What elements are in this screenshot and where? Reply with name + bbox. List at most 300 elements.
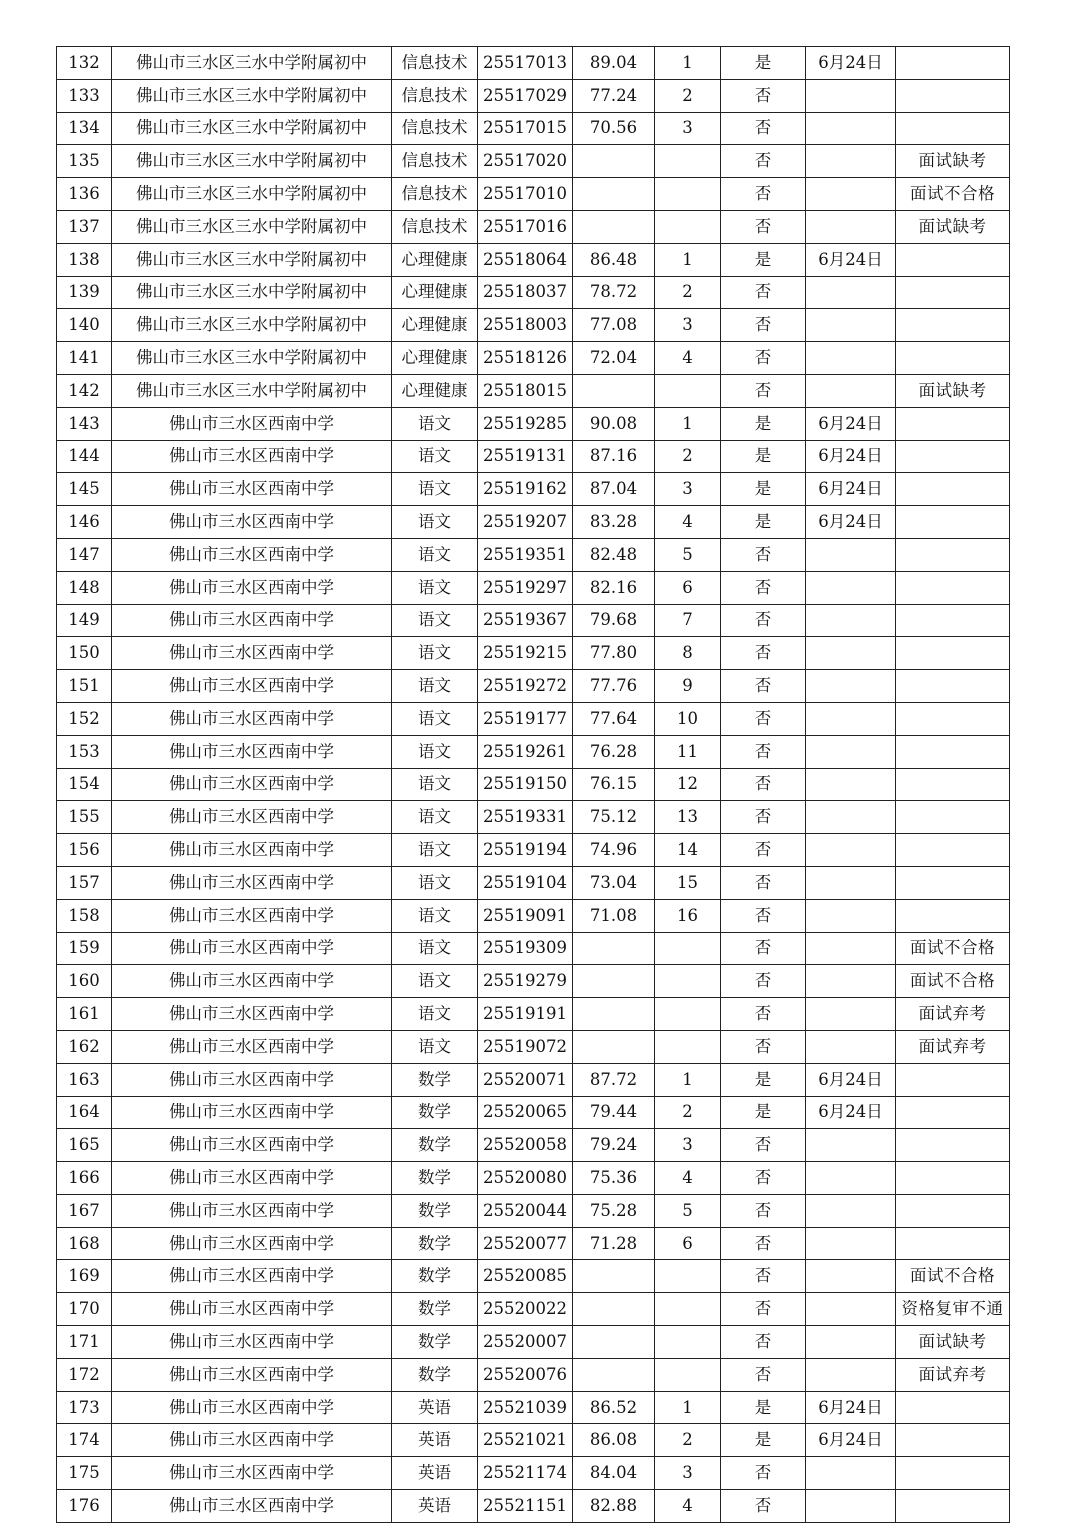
row-number-cell: 148: [57, 571, 112, 604]
subject-cell: 信息技术: [392, 79, 478, 112]
selected-cell: 是: [721, 473, 806, 506]
rank-cell: 6: [655, 571, 721, 604]
exam-number-cell: 25520044: [478, 1194, 573, 1227]
row-number-cell: 145: [57, 473, 112, 506]
score-cell: 77.64: [573, 702, 655, 735]
table-row: [57, 1391, 1010, 1424]
date-cell: [806, 210, 896, 243]
row-number-cell: 170: [57, 1293, 112, 1326]
date-cell: [806, 374, 896, 407]
selected-cell: 否: [721, 834, 806, 867]
date-cell: [806, 342, 896, 375]
table-row: [57, 932, 1010, 965]
score-cell: 77.80: [573, 637, 655, 670]
rank-cell: 2: [655, 1096, 721, 1129]
table-row: [57, 834, 1010, 867]
exam-number-cell: 25518015: [478, 374, 573, 407]
score-cell: [573, 965, 655, 998]
rank-cell: 15: [655, 866, 721, 899]
rank-cell: 10: [655, 702, 721, 735]
subject-cell: 数学: [392, 1326, 478, 1359]
score-cell: [573, 1293, 655, 1326]
date-cell: [806, 1227, 896, 1260]
score-cell: 71.08: [573, 899, 655, 932]
row-number-cell: 153: [57, 735, 112, 768]
row-number-cell: 172: [57, 1358, 112, 1391]
exam-number-cell: 25521021: [478, 1424, 573, 1457]
score-cell: [573, 374, 655, 407]
school-cell: 佛山市三水区西南中学: [112, 670, 392, 703]
rank-cell: 7: [655, 604, 721, 637]
row-number-cell: 162: [57, 1030, 112, 1063]
school-cell: 佛山市三水区西南中学: [112, 735, 392, 768]
rank-cell: [655, 374, 721, 407]
note-cell: [896, 276, 1010, 309]
exam-number-cell: 25519162: [478, 473, 573, 506]
subject-cell: 数学: [392, 1194, 478, 1227]
score-cell: 86.52: [573, 1391, 655, 1424]
subject-cell: 数学: [392, 1358, 478, 1391]
note-cell: [896, 1063, 1010, 1096]
score-cell: 72.04: [573, 342, 655, 375]
date-cell: [806, 1490, 896, 1523]
date-cell: [806, 79, 896, 112]
selected-cell: 否: [721, 1129, 806, 1162]
table-row: [57, 473, 1010, 506]
school-cell: 佛山市三水区西南中学: [112, 571, 392, 604]
subject-cell: 语文: [392, 735, 478, 768]
date-cell: [806, 637, 896, 670]
date-cell: [806, 538, 896, 571]
rank-cell: [655, 932, 721, 965]
exam-number-cell: 25521039: [478, 1391, 573, 1424]
date-cell: [806, 932, 896, 965]
exam-number-cell: 25517020: [478, 145, 573, 178]
score-cell: 86.48: [573, 243, 655, 276]
school-cell: 佛山市三水区西南中学: [112, 604, 392, 637]
table-row: [57, 407, 1010, 440]
exam-number-cell: 25519131: [478, 440, 573, 473]
note-cell: [896, 112, 1010, 145]
table-row: [57, 571, 1010, 604]
table-row: [57, 1457, 1010, 1490]
note-cell: [896, 604, 1010, 637]
date-cell: [806, 1358, 896, 1391]
score-cell: 74.96: [573, 834, 655, 867]
table-row: [57, 178, 1010, 211]
score-cell: 79.24: [573, 1129, 655, 1162]
subject-cell: 信息技术: [392, 47, 478, 80]
rank-cell: 2: [655, 1424, 721, 1457]
subject-cell: 语文: [392, 1030, 478, 1063]
date-cell: [806, 801, 896, 834]
note-cell: [896, 47, 1010, 80]
table-row: [57, 735, 1010, 768]
date-cell: 6月24日: [806, 506, 896, 539]
table-row: [57, 506, 1010, 539]
subject-cell: 数学: [392, 1063, 478, 1096]
exam-number-cell: 25519367: [478, 604, 573, 637]
row-number-cell: 168: [57, 1227, 112, 1260]
score-cell: 77.76: [573, 670, 655, 703]
note-cell: 资格复审不通: [896, 1293, 1010, 1326]
selected-cell: 否: [721, 571, 806, 604]
subject-cell: 语文: [392, 768, 478, 801]
school-cell: 佛山市三水区西南中学: [112, 1063, 392, 1096]
note-cell: [896, 309, 1010, 342]
rank-cell: [655, 1293, 721, 1326]
table-row: [57, 1096, 1010, 1129]
row-number-cell: 136: [57, 178, 112, 211]
subject-cell: 语文: [392, 440, 478, 473]
note-cell: [896, 79, 1010, 112]
table-row: [57, 1030, 1010, 1063]
table-row: [57, 1162, 1010, 1195]
selected-cell: 否: [721, 1490, 806, 1523]
exam-number-cell: 25520077: [478, 1227, 573, 1260]
note-cell: [896, 834, 1010, 867]
exam-number-cell: 25519309: [478, 932, 573, 965]
table-row: [57, 374, 1010, 407]
selected-cell: 否: [721, 702, 806, 735]
selected-cell: 否: [721, 374, 806, 407]
exam-number-cell: 25519207: [478, 506, 573, 539]
row-number-cell: 175: [57, 1457, 112, 1490]
subject-cell: 信息技术: [392, 145, 478, 178]
table-row: [57, 276, 1010, 309]
results-table: [56, 46, 1010, 1523]
exam-number-cell: 25517010: [478, 178, 573, 211]
school-cell: 佛山市三水区西南中学: [112, 407, 392, 440]
date-cell: [806, 1030, 896, 1063]
note-cell: [896, 440, 1010, 473]
school-cell: 佛山市三水区西南中学: [112, 801, 392, 834]
exam-number-cell: 25519191: [478, 998, 573, 1031]
subject-cell: 语文: [392, 702, 478, 735]
table-row: [57, 1194, 1010, 1227]
school-cell: 佛山市三水区西南中学: [112, 932, 392, 965]
table-row: [57, 538, 1010, 571]
subject-cell: 语文: [392, 473, 478, 506]
exam-number-cell: 25519331: [478, 801, 573, 834]
row-number-cell: 138: [57, 243, 112, 276]
school-cell: 佛山市三水区西南中学: [112, 834, 392, 867]
score-cell: 70.56: [573, 112, 655, 145]
table-row: [57, 112, 1010, 145]
selected-cell: 否: [721, 768, 806, 801]
score-cell: [573, 932, 655, 965]
note-cell: [896, 735, 1010, 768]
note-cell: 面试缺考: [896, 210, 1010, 243]
date-cell: [806, 702, 896, 735]
subject-cell: 语文: [392, 998, 478, 1031]
score-cell: 82.88: [573, 1490, 655, 1523]
note-cell: 面试不合格: [896, 178, 1010, 211]
selected-cell: 否: [721, 1326, 806, 1359]
selected-cell: 否: [721, 79, 806, 112]
score-cell: [573, 145, 655, 178]
date-cell: 6月24日: [806, 1391, 896, 1424]
selected-cell: 否: [721, 637, 806, 670]
note-cell: [896, 1227, 1010, 1260]
row-number-cell: 135: [57, 145, 112, 178]
school-cell: 佛山市三水区三水中学附属初中: [112, 145, 392, 178]
table-row: [57, 670, 1010, 703]
table-row: [57, 1227, 1010, 1260]
selected-cell: 否: [721, 899, 806, 932]
row-number-cell: 134: [57, 112, 112, 145]
subject-cell: 英语: [392, 1424, 478, 1457]
rank-cell: 2: [655, 276, 721, 309]
exam-number-cell: 25519150: [478, 768, 573, 801]
exam-number-cell: 25521151: [478, 1490, 573, 1523]
school-cell: 佛山市三水区西南中学: [112, 506, 392, 539]
score-cell: 76.28: [573, 735, 655, 768]
row-number-cell: 142: [57, 374, 112, 407]
table-row: [57, 866, 1010, 899]
rank-cell: [655, 1358, 721, 1391]
date-cell: [806, 866, 896, 899]
date-cell: [806, 145, 896, 178]
note-cell: [896, 670, 1010, 703]
rank-cell: [655, 210, 721, 243]
subject-cell: 语文: [392, 965, 478, 998]
score-cell: 77.08: [573, 309, 655, 342]
row-number-cell: 144: [57, 440, 112, 473]
selected-cell: 否: [721, 998, 806, 1031]
exam-number-cell: 25517013: [478, 47, 573, 80]
rank-cell: [655, 1030, 721, 1063]
selected-cell: 否: [721, 801, 806, 834]
table-row: [57, 79, 1010, 112]
selected-cell: 是: [721, 1063, 806, 1096]
date-cell: [806, 1129, 896, 1162]
rank-cell: 14: [655, 834, 721, 867]
note-cell: [896, 1490, 1010, 1523]
row-number-cell: 150: [57, 637, 112, 670]
school-cell: 佛山市三水区三水中学附属初中: [112, 178, 392, 211]
selected-cell: 否: [721, 538, 806, 571]
note-cell: [896, 866, 1010, 899]
subject-cell: 语文: [392, 866, 478, 899]
table-row: [57, 604, 1010, 637]
note-cell: [896, 899, 1010, 932]
score-cell: 87.04: [573, 473, 655, 506]
rank-cell: 4: [655, 1162, 721, 1195]
date-cell: [806, 735, 896, 768]
school-cell: 佛山市三水区三水中学附属初中: [112, 47, 392, 80]
table-row: [57, 998, 1010, 1031]
table-row: [57, 1260, 1010, 1293]
date-cell: [806, 178, 896, 211]
school-cell: 佛山市三水区西南中学: [112, 866, 392, 899]
row-number-cell: 151: [57, 670, 112, 703]
table-row: [57, 1424, 1010, 1457]
rank-cell: 16: [655, 899, 721, 932]
note-cell: 面试不合格: [896, 1260, 1010, 1293]
exam-number-cell: 25518126: [478, 342, 573, 375]
note-cell: [896, 571, 1010, 604]
score-cell: [573, 178, 655, 211]
table-row: [57, 965, 1010, 998]
school-cell: 佛山市三水区三水中学附属初中: [112, 342, 392, 375]
note-cell: [896, 243, 1010, 276]
subject-cell: 英语: [392, 1490, 478, 1523]
date-cell: [806, 1457, 896, 1490]
note-cell: [896, 637, 1010, 670]
row-number-cell: 152: [57, 702, 112, 735]
date-cell: [806, 998, 896, 1031]
school-cell: 佛山市三水区西南中学: [112, 1227, 392, 1260]
exam-number-cell: 25519177: [478, 702, 573, 735]
exam-number-cell: 25520058: [478, 1129, 573, 1162]
row-number-cell: 143: [57, 407, 112, 440]
selected-cell: 否: [721, 276, 806, 309]
row-number-cell: 158: [57, 899, 112, 932]
subject-cell: 信息技术: [392, 178, 478, 211]
table-row: [57, 47, 1010, 80]
subject-cell: 数学: [392, 1096, 478, 1129]
score-cell: [573, 1030, 655, 1063]
exam-number-cell: 25519279: [478, 965, 573, 998]
exam-number-cell: 25518003: [478, 309, 573, 342]
row-number-cell: 156: [57, 834, 112, 867]
selected-cell: 是: [721, 407, 806, 440]
table-row: [57, 1129, 1010, 1162]
date-cell: [806, 899, 896, 932]
score-cell: 73.04: [573, 866, 655, 899]
row-number-cell: 154: [57, 768, 112, 801]
subject-cell: 语文: [392, 637, 478, 670]
subject-cell: 数学: [392, 1293, 478, 1326]
score-cell: 75.12: [573, 801, 655, 834]
school-cell: 佛山市三水区西南中学: [112, 1030, 392, 1063]
date-cell: [806, 112, 896, 145]
exam-number-cell: 25519297: [478, 571, 573, 604]
note-cell: [896, 1162, 1010, 1195]
subject-cell: 心理健康: [392, 374, 478, 407]
row-number-cell: 137: [57, 210, 112, 243]
subject-cell: 语文: [392, 834, 478, 867]
selected-cell: 是: [721, 1391, 806, 1424]
rank-cell: [655, 1326, 721, 1359]
note-cell: [896, 1424, 1010, 1457]
rank-cell: 2: [655, 79, 721, 112]
exam-number-cell: 25520080: [478, 1162, 573, 1195]
note-cell: 面试弃考: [896, 1358, 1010, 1391]
row-number-cell: 161: [57, 998, 112, 1031]
note-cell: [896, 1096, 1010, 1129]
selected-cell: 是: [721, 1096, 806, 1129]
selected-cell: 否: [721, 309, 806, 342]
school-cell: 佛山市三水区西南中学: [112, 637, 392, 670]
rank-cell: 5: [655, 538, 721, 571]
score-cell: 87.16: [573, 440, 655, 473]
note-cell: [896, 538, 1010, 571]
date-cell: 6月24日: [806, 440, 896, 473]
school-cell: 佛山市三水区西南中学: [112, 1293, 392, 1326]
exam-number-cell: 25519285: [478, 407, 573, 440]
selected-cell: 否: [721, 342, 806, 375]
note-cell: 面试缺考: [896, 145, 1010, 178]
row-number-cell: 173: [57, 1391, 112, 1424]
school-cell: 佛山市三水区三水中学附属初中: [112, 79, 392, 112]
exam-number-cell: 25519194: [478, 834, 573, 867]
rank-cell: 1: [655, 407, 721, 440]
selected-cell: 否: [721, 1162, 806, 1195]
rank-cell: [655, 145, 721, 178]
date-cell: 6月24日: [806, 243, 896, 276]
row-number-cell: 159: [57, 932, 112, 965]
note-cell: 面试弃考: [896, 1030, 1010, 1063]
selected-cell: 是: [721, 47, 806, 80]
rank-cell: 5: [655, 1194, 721, 1227]
date-cell: [806, 276, 896, 309]
school-cell: 佛山市三水区三水中学附属初中: [112, 112, 392, 145]
subject-cell: 语文: [392, 932, 478, 965]
selected-cell: 否: [721, 670, 806, 703]
rank-cell: 4: [655, 342, 721, 375]
school-cell: 佛山市三水区西南中学: [112, 1162, 392, 1195]
subject-cell: 数学: [392, 1162, 478, 1195]
note-cell: [896, 1194, 1010, 1227]
score-cell: 87.72: [573, 1063, 655, 1096]
row-number-cell: 157: [57, 866, 112, 899]
date-cell: [806, 1293, 896, 1326]
rank-cell: 1: [655, 1063, 721, 1096]
row-number-cell: 164: [57, 1096, 112, 1129]
school-cell: 佛山市三水区西南中学: [112, 1129, 392, 1162]
score-cell: [573, 1358, 655, 1391]
exam-number-cell: 25520076: [478, 1358, 573, 1391]
score-cell: [573, 998, 655, 1031]
selected-cell: 否: [721, 735, 806, 768]
date-cell: 6月24日: [806, 1063, 896, 1096]
table-row: [57, 702, 1010, 735]
rank-cell: 4: [655, 1490, 721, 1523]
date-cell: [806, 1162, 896, 1195]
school-cell: 佛山市三水区西南中学: [112, 965, 392, 998]
row-number-cell: 163: [57, 1063, 112, 1096]
note-cell: 面试不合格: [896, 965, 1010, 998]
selected-cell: 否: [721, 1030, 806, 1063]
score-cell: 83.28: [573, 506, 655, 539]
subject-cell: 语文: [392, 538, 478, 571]
rank-cell: 1: [655, 47, 721, 80]
date-cell: [806, 670, 896, 703]
school-cell: 佛山市三水区三水中学附属初中: [112, 374, 392, 407]
score-cell: 75.36: [573, 1162, 655, 1195]
note-cell: [896, 702, 1010, 735]
rank-cell: [655, 998, 721, 1031]
selected-cell: 是: [721, 506, 806, 539]
row-number-cell: 169: [57, 1260, 112, 1293]
subject-cell: 语文: [392, 407, 478, 440]
subject-cell: 语文: [392, 506, 478, 539]
note-cell: [896, 1391, 1010, 1424]
subject-cell: 心理健康: [392, 342, 478, 375]
subject-cell: 信息技术: [392, 112, 478, 145]
subject-cell: 语文: [392, 801, 478, 834]
row-number-cell: 146: [57, 506, 112, 539]
selected-cell: 否: [721, 178, 806, 211]
date-cell: [806, 1326, 896, 1359]
school-cell: 佛山市三水区西南中学: [112, 1194, 392, 1227]
selected-cell: 否: [721, 145, 806, 178]
rank-cell: 3: [655, 309, 721, 342]
table-row: [57, 1293, 1010, 1326]
rank-cell: 3: [655, 1129, 721, 1162]
